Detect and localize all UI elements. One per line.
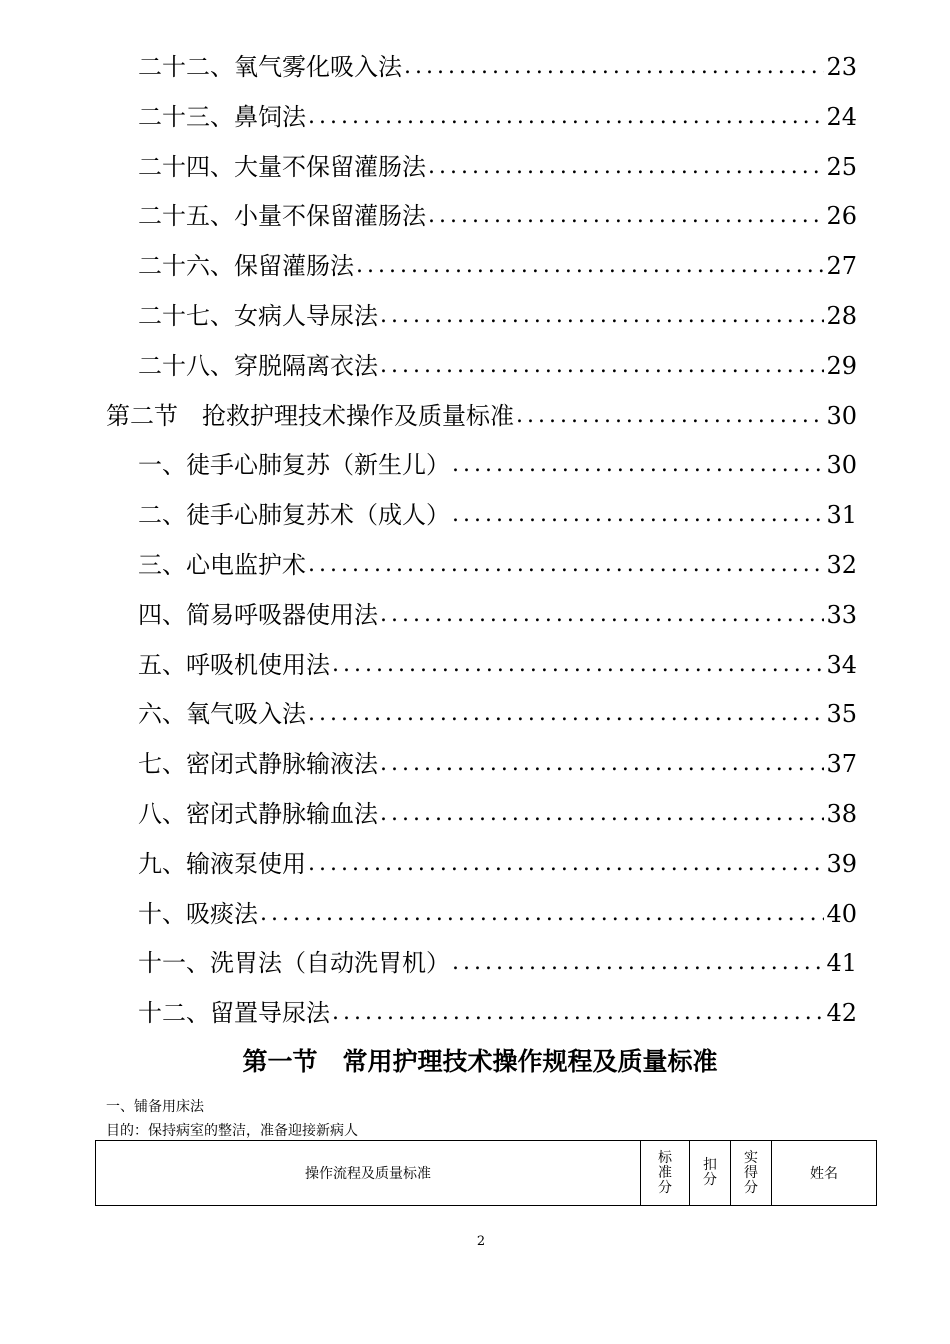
toc-entry[interactable] [138, 545, 857, 585]
toc-entry[interactable] [138, 97, 857, 137]
toc-leader-dots [404, 47, 824, 87]
toc-leader-dots [260, 894, 824, 934]
procedure-title: 一、铺备用床法 [106, 1099, 204, 1115]
page-number: 2 [476, 1234, 486, 1249]
toc-leader-dots [308, 97, 824, 137]
toc-leader-dots [332, 993, 824, 1033]
toc-entry[interactable] [138, 147, 857, 187]
toc-entry-label: 二十八、穿脱隔离衣法 [138, 351, 378, 380]
toc-entry-page: 38 [826, 800, 857, 828]
toc-entry-label: 一、徒手心肺复苏（新生儿） [138, 451, 450, 480]
toc-entry-label: 二十六、保留灌肠法 [138, 252, 354, 281]
toc-entry[interactable] [138, 844, 857, 884]
header-process: 操作流程及质量标准 [96, 1141, 641, 1206]
toc-entry[interactable] [106, 396, 857, 436]
toc-leader-dots [380, 346, 824, 386]
procedure-purpose: 目的：保持病室的整洁，准备迎接新病人 [106, 1123, 358, 1139]
toc-entry[interactable] [138, 495, 857, 535]
toc-leader-dots [380, 595, 824, 635]
toc-entry-label: 十、吸痰法 [138, 899, 258, 928]
toc-leader-dots [308, 844, 824, 884]
toc-entry[interactable] [138, 894, 857, 934]
toc-entry-label: 第二节 抢救护理技术操作及质量标准 [106, 401, 514, 430]
toc-entry-label: 七、密闭式静脉输液法 [138, 750, 378, 779]
toc-entry-label: 二十七、女病人导尿法 [138, 302, 378, 330]
toc-entry-page: 37 [826, 750, 857, 779]
toc-entry-page: 29 [826, 351, 857, 380]
toc-leader-dots [452, 445, 824, 485]
toc-entry[interactable] [138, 296, 857, 336]
toc-leader-dots [452, 495, 824, 535]
toc-entry-label: 四、简易呼吸器使用法 [138, 600, 378, 629]
toc-leader-dots [428, 147, 824, 187]
toc-entry-label: 二十五、小量不保留灌肠法 [138, 202, 426, 231]
toc-leader-dots [332, 645, 824, 685]
header-deduction: 扣 分 [690, 1141, 731, 1206]
toc-leader-dots [452, 943, 824, 983]
toc-entry-page: 24 [826, 102, 857, 131]
toc-entry[interactable] [138, 993, 857, 1033]
table-header-row [96, 1141, 877, 1206]
toc-entry-page: 25 [826, 152, 857, 181]
toc-entry-page: 30 [826, 401, 857, 430]
toc-entry-label: 三、心电监护术 [138, 551, 306, 579]
toc-leader-dots [380, 744, 824, 784]
toc-leader-dots [428, 196, 824, 236]
toc-entry[interactable] [138, 744, 857, 784]
toc-entry[interactable] [138, 196, 857, 236]
toc-leader-dots [380, 296, 824, 336]
header-actual-score: 实 得 分 [731, 1141, 772, 1206]
toc-entry-page: 40 [826, 899, 857, 928]
toc-entry-page: 41 [826, 949, 857, 978]
toc-entry[interactable] [138, 246, 857, 286]
toc-entry-label: 二十二、氧气雾化吸入法 [138, 53, 402, 81]
toc-entry-label: 九、输液泵使用 [138, 849, 306, 878]
toc-leader-dots [516, 396, 824, 436]
toc-entry-page: 39 [826, 849, 857, 878]
toc-entry-page: 26 [826, 202, 857, 231]
toc-entry-page: 30 [826, 451, 857, 480]
scoring-table [95, 1140, 877, 1206]
toc-leader-dots [356, 246, 824, 286]
header-name: 姓名 [772, 1141, 877, 1206]
toc-entry-page: 33 [826, 600, 857, 629]
toc-entry-page: 35 [826, 700, 857, 729]
toc-entry-label: 十一、洗胃法（自动洗胃机） [138, 949, 450, 978]
toc-entry-page: 23 [826, 53, 857, 81]
toc-entry-page: 27 [826, 252, 857, 281]
toc-entry-label: 五、呼吸机使用法 [138, 650, 330, 679]
section-title: 第一节 常用护理技术操作规程及质量标准 [242, 1047, 718, 1076]
toc-entry[interactable] [138, 794, 857, 834]
toc-entry-page: 42 [826, 999, 857, 1028]
toc-entry-page: 31 [826, 501, 857, 530]
toc-entry[interactable] [138, 943, 857, 983]
toc-entry[interactable] [138, 346, 857, 386]
toc-entry[interactable] [138, 47, 857, 87]
toc-entry[interactable] [138, 694, 857, 734]
header-standard-score: 标 准 分 [641, 1141, 690, 1206]
toc-leader-dots [308, 545, 824, 585]
toc-entry-page: 28 [826, 302, 857, 330]
toc-leader-dots [308, 694, 824, 734]
toc-entry-label: 二十三、鼻饲法 [138, 102, 306, 131]
toc-entry-label: 六、氧气吸入法 [138, 700, 306, 729]
toc-entry-page: 34 [826, 650, 857, 679]
toc-leader-dots [380, 794, 824, 834]
toc-entry[interactable] [138, 595, 857, 635]
toc-entry[interactable] [138, 645, 857, 685]
toc-entry-label: 八、密闭式静脉输血法 [138, 800, 378, 828]
toc-entry-label: 二、徒手心肺复苏术（成人） [138, 501, 450, 530]
toc-entry[interactable] [138, 445, 857, 485]
toc-entry-label: 十二、留置导尿法 [138, 999, 330, 1028]
toc-entry-page: 32 [826, 551, 857, 579]
toc-entry-label: 二十四、大量不保留灌肠法 [138, 152, 426, 181]
